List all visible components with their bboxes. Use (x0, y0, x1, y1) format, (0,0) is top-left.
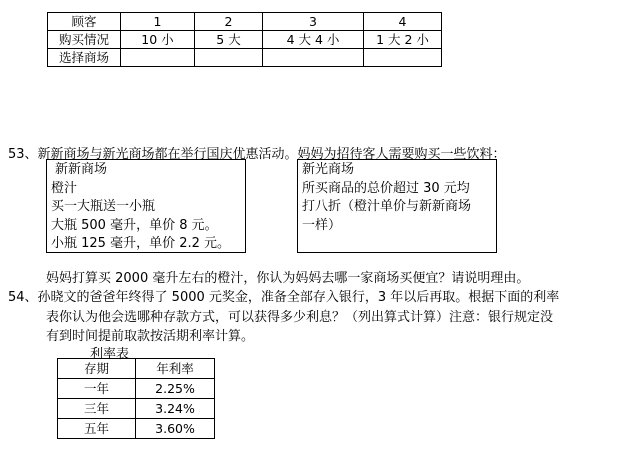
table-header: 年利率 (136, 359, 215, 379)
answer-cell[interactable] (263, 49, 364, 67)
table-cell: 五年 (58, 419, 136, 439)
table-header: 存期 (58, 359, 136, 379)
table-cell: 3.24% (136, 399, 215, 419)
table-cell: 4 (364, 13, 442, 31)
table-row (58, 419, 215, 439)
table-cell: 1 (121, 13, 195, 31)
table-cell: 10 小 (121, 31, 195, 49)
answer-cell[interactable] (195, 49, 263, 67)
table-cell: 3.60% (136, 419, 215, 439)
box-line: 新新商场 (55, 162, 108, 177)
box-line: 橙汁 (51, 180, 78, 196)
table-cell: 三年 (58, 399, 136, 419)
q54-line: 54、孙晓文的爸爸年终得了 5000 元奖金，准备全部存入银行，3 年以后再取。根据下面的利率 (8, 290, 560, 305)
box-line: 小瓶 125 毫升，单价 2.2 元。 (51, 236, 231, 251)
table-cell: 顾客 (48, 13, 121, 31)
table-row (58, 399, 215, 419)
rate-table (57, 358, 215, 439)
rate-table-caption: 利率表 (90, 347, 130, 362)
q53-question: 妈妈打算买 2000 毫升左右的橙汁，你认为妈妈去哪一家商场买便宜？请说明理由。 (46, 271, 530, 286)
table-row (48, 31, 442, 49)
table-cell: 2.25% (136, 379, 215, 399)
q53-stem: 53、新新商场与新光商场都在举行国庆优惠活动。妈妈为招待客人需要购买一些饮料： (8, 147, 506, 162)
table-row (58, 379, 215, 399)
table-row (48, 13, 442, 31)
box-line: 一样） (302, 217, 342, 233)
table-cell: 1 大 2 小 (364, 31, 442, 49)
customer-table (47, 12, 442, 67)
table-cell: 5 大 (195, 31, 263, 49)
box-line: 大瓶 500 毫升，单价 8 元。 (51, 217, 218, 233)
table-cell: 3 (263, 13, 364, 31)
q54-line: 有到时间提前取款按活期利率计算。 (46, 329, 255, 344)
table-row (48, 49, 442, 67)
box-line: 买一大瓶送一小瓶 (51, 199, 156, 214)
table-cell: 4 大 4 小 (263, 31, 364, 49)
table-cell: 选择商场 (48, 49, 121, 67)
xinxin-mall-box (46, 159, 246, 253)
box-line: 新光商场 (302, 162, 355, 177)
answer-cell[interactable] (364, 49, 442, 67)
q54-line: 表你认为他会选哪种存款方式，可以获得多少利息？（列出算式计算）注意：银行规定没 (46, 310, 554, 325)
box-line: 所买商品的总价超过 30 元均 (302, 180, 470, 196)
box-line: 打八折（橙汁单价与新新商场 (302, 199, 472, 214)
xinguang-mall-box (297, 159, 497, 253)
table-cell: 一年 (58, 379, 136, 399)
table-cell: 购买情况 (48, 31, 121, 49)
table-cell: 2 (195, 13, 263, 31)
answer-cell[interactable] (121, 49, 195, 67)
table-row (58, 359, 215, 379)
